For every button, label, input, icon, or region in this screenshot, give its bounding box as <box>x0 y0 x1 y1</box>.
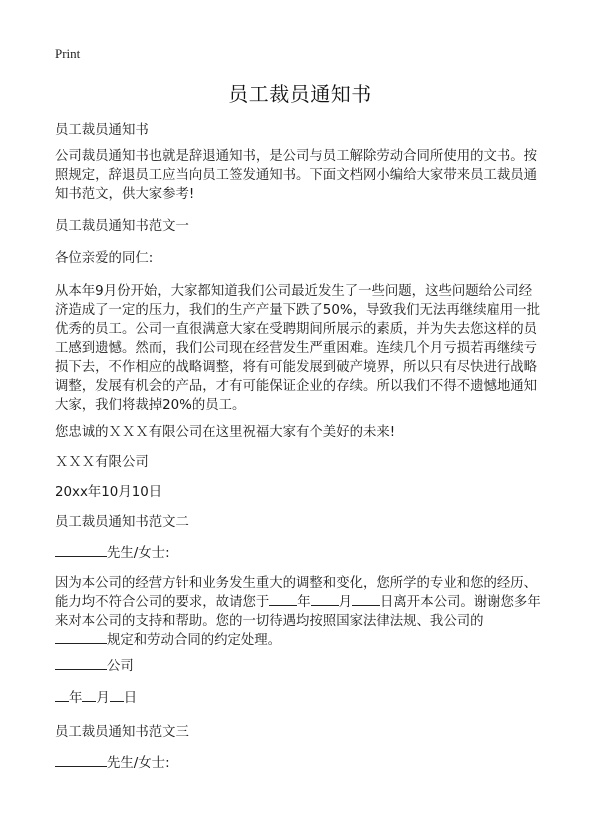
body-text: 规定和劳动合同的约定处理。 <box>107 633 282 648</box>
sample1-date: 20xx年10月10日 <box>55 485 163 500</box>
day-blank <box>352 593 380 606</box>
document-subtitle: 员工裁员通知书 <box>55 123 149 138</box>
name-blank <box>55 544 107 557</box>
year-blank <box>269 593 297 606</box>
salutation-suffix: 先生/女士: <box>107 756 170 771</box>
sample1-body <box>55 282 547 415</box>
body-line: 来对本公司的支持和帮助。您的一切待遇均按照国家法律法规、我公司的 <box>55 614 484 629</box>
sample1-heading: 员工裁员通知书范文一 <box>55 219 189 234</box>
sample3-salutation <box>55 754 547 773</box>
body-line: 调整，发展有机会的产品，才有可能保证企业的存续。所以我们不得不遗憾地通知 <box>55 379 538 394</box>
intro-line: 公司裁员通知书也就是辞退通知书，是公司与员工解除劳动合同所使用的文书。按 <box>55 149 538 164</box>
sample2-salutation <box>55 544 547 563</box>
year-blank <box>55 689 69 702</box>
intro-line: 照规定，辞退员工应当向员工签发通知书。下面文档网小编给大家带来员工裁员通 <box>55 168 538 183</box>
month-blank <box>82 689 96 702</box>
body-line <box>55 631 547 650</box>
body-line: 损下去，不作相应的战略调整，将有可能发展到破产境界，所以只有尽快进行战略 <box>55 360 538 375</box>
rules-blank <box>55 631 107 644</box>
year-label: 年 <box>69 691 83 706</box>
salutation-suffix: 先生/女士: <box>107 546 170 561</box>
month-label: 月 <box>338 595 353 610</box>
year-label: 年 <box>297 595 311 610</box>
sample2-date <box>55 689 547 708</box>
body-line: 优秀的员工。公司一直很满意大家在受聘期间所展示的素质，并为失去您这样的员 <box>55 322 538 337</box>
body-line: 从本年9月份开始，大家都知道我们公司最近发生了一些问题，这些问题给公司经 <box>55 284 533 299</box>
day-label: 日 <box>123 691 138 706</box>
body-line <box>55 593 547 612</box>
sample1-closing: 您忠诚的ＸＸＸ有限公司在这里祝福大家有个美好的未来! <box>55 425 396 440</box>
document-title: 员工裁员通知书 <box>228 82 372 106</box>
body-text: 能力均不符合公司的要求，故请您于 <box>55 595 270 610</box>
sample2-company <box>55 657 547 676</box>
body-line: 济造成了一定的压力，我们的生产产量下跌了50%，导致我们无法再继续雇用一批 <box>55 303 541 318</box>
intro-paragraph <box>55 147 547 204</box>
sample1-signature: ＸＸＸ有限公司 <box>55 455 149 470</box>
company-blank <box>55 657 107 670</box>
sample3-heading: 员工裁员通知书范文三 <box>55 725 189 740</box>
sample2-heading: 员工裁员通知书范文二 <box>55 515 189 530</box>
body-text: 日离开本公司。谢谢您多年 <box>380 595 541 610</box>
body-line: 因为本公司的经营方针和业务发生重大的调整和变化，您所学的专业和您的经历、 <box>55 576 538 591</box>
intro-line: 知书范文，供大家参考! <box>55 187 195 202</box>
print-label[interactable]: Print <box>55 46 81 61</box>
body-line: 大家，我们将裁掉20%的员工。 <box>55 398 246 413</box>
sample2-body <box>55 574 547 650</box>
month-label: 月 <box>96 691 110 706</box>
sample1-salutation: 各位亲爱的同仁: <box>55 251 154 266</box>
body-line: 工感到遗憾。然而，我们公司现在经营发生严重困难。连续几个月亏损若再继续亏 <box>55 341 538 356</box>
company-suffix: 公司 <box>107 659 134 674</box>
month-blank <box>311 593 339 606</box>
name-blank <box>55 754 107 767</box>
day-blank <box>110 689 124 702</box>
